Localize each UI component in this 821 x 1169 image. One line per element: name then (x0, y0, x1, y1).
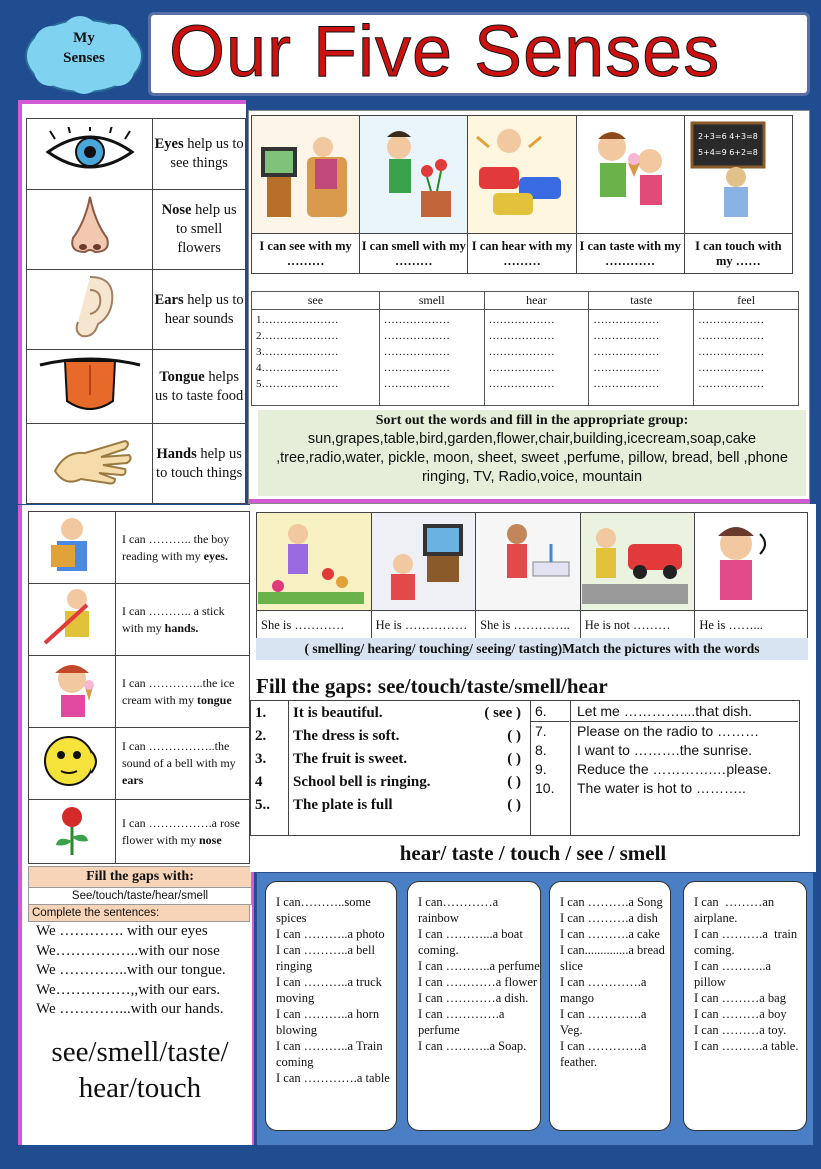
svg-text:2+3=6 4+3=8: 2+3=6 4+3=8 (697, 132, 758, 141)
gap-sentence: The fruit is sweet. (293, 751, 408, 767)
bottom-column-text: I can ………an airplane. I can ……….a train coming. I can ………..a pillow I can ………a bag I can ………a boy I can ………a toy. I can ……….a table. (694, 895, 799, 1053)
senses-table (26, 118, 246, 504)
fill-line: We …………. with our eyes (36, 923, 208, 939)
gap-sentence[interactable]: Let me …………....that dish. (571, 702, 798, 722)
pink-divider (249, 499, 809, 503)
sense-desc: help us to smell flowers (175, 202, 237, 256)
my-senses-cloud (22, 14, 146, 98)
man-smelling-picture-icon (695, 513, 808, 611)
grid-line: 4………………… (256, 362, 339, 374)
left-fill-words: See/touch/taste/hear/smell (28, 888, 252, 905)
sense-name: Tongue (159, 368, 205, 385)
left-fill-heading: Fill the gaps with: (28, 866, 252, 888)
top-caption: I can hear with my ……… (468, 234, 576, 274)
cloud-line-2: Senses (63, 50, 105, 66)
i-can-table (28, 511, 250, 864)
cloud-line-1: My (73, 30, 95, 46)
top-caption: I can touch with my …… (684, 234, 792, 274)
gap-sentence[interactable]: Reduce the ………….…please. (577, 761, 772, 777)
gap-sentence[interactable]: The water is hot to ……….. (577, 780, 746, 796)
tongue-icon (27, 350, 153, 424)
can-sentence-text: I can …………..the ice cream with my (122, 675, 235, 707)
gap-answer[interactable]: ( ) (507, 774, 521, 790)
girl-icecream-icon (29, 656, 116, 728)
gap-number: 5.. (255, 797, 270, 813)
bottom-column-2[interactable] (407, 881, 541, 1131)
gaps-left-numbers (251, 701, 289, 836)
grid-col-taste[interactable]: ……………… ……………… ……………… ……………… ……………… (589, 310, 694, 406)
can-sentence (116, 512, 250, 584)
gap-sentence: It is beautiful. (293, 705, 383, 721)
mid-caption: She is ………….. (476, 611, 581, 641)
fill-line: We……………,,with our ears. (36, 981, 221, 998)
sense-row-hands (27, 424, 246, 504)
left-fill-lines (36, 922, 252, 1020)
gap-number: 9. (535, 761, 547, 777)
gap-sentence[interactable]: I want to ……….the sunrise. (577, 742, 753, 758)
girl-washing-picture-icon (476, 513, 581, 611)
grid-header: see (252, 292, 380, 310)
touch-board-picture-icon (684, 116, 792, 234)
grid-line: 1………………… (256, 314, 339, 326)
sense-name: Eyes (154, 136, 184, 152)
sort-words-box (258, 410, 806, 496)
svg-text:5+4=9 6+2=8: 5+4=9 6+2=8 (697, 148, 758, 157)
bottom-column-4[interactable] (683, 881, 807, 1131)
gap-number: 8. (535, 742, 547, 758)
grid-col-hear[interactable]: ……………… ……………… ……………… ……………… ……………… (484, 310, 589, 406)
i-can-panel (18, 505, 254, 1145)
middle-activity-panel (250, 504, 816, 862)
gaps-right-numbers (531, 701, 571, 836)
grid-line: 3………………… (256, 346, 339, 358)
rose-icon (29, 800, 116, 864)
sense-desc: help us to touch things (156, 445, 243, 481)
mid-caption: He is ……... (695, 611, 808, 641)
bottom-column-text: I can…………a rainbow I can ………...a boat coming. I can ………..a perfume I can …………a flower I can …………a dish. I can ………….a perfume I can ………..a Soap. (418, 895, 540, 1053)
gap-sentence[interactable]: Please on the radio to ……… (577, 723, 760, 739)
gap-number: 4 (255, 774, 263, 790)
sense-name: Ears (154, 291, 184, 308)
grid-header: taste (589, 292, 694, 310)
sense-desc: helps us to taste food (155, 368, 244, 404)
mid-caption: He is not ……… (580, 611, 695, 641)
top-caption: I can smell with my ……… (360, 234, 468, 274)
gap-answer[interactable]: ( ) (507, 728, 521, 744)
can-sentence-bold: tongue (196, 692, 232, 707)
fill-line: We …………...with our hands. (36, 1001, 224, 1017)
sense-desc: help us to hear sounds (164, 291, 244, 327)
can-sentence (116, 800, 250, 864)
smell-flower-picture-icon (360, 116, 468, 234)
eye-icon (27, 119, 153, 190)
boy-car-picture-icon (580, 513, 695, 611)
can-sentence (116, 728, 250, 800)
grid-line: 5………………… (256, 378, 339, 390)
grid-col-smell[interactable]: ……………… ……………… ……………… ……………… ……………… (379, 310, 484, 406)
can-sentence-text: I can ……….. a stick with my (122, 603, 225, 635)
sort-word-list: sun,grapes,table,bird,garden,flower,chair,building,icecream,soap,cake ,tree,radio,water, pickle, moon, sheet, sweet ,perfume, pillow, bread, bell ,phone ringing, TV, Radio,voice, mountain (276, 431, 788, 485)
gap-answer[interactable]: ( ) (507, 797, 521, 813)
grid-col-see[interactable] (252, 310, 380, 406)
gaps-right-sentences (571, 701, 800, 836)
grid-line: 2………………… (256, 330, 339, 342)
grid-col-feel[interactable]: ……………… ……………… ……………… ……………… ……………… (694, 310, 799, 406)
gap-number: 3. (255, 751, 267, 767)
page-title: Our Five Senses (169, 12, 721, 92)
nose-icon (27, 190, 153, 270)
gap-sentence: The dress is soft. (293, 728, 400, 744)
sort-grid (251, 291, 799, 406)
sense-row-tongue (27, 350, 246, 424)
boy-stick-icon (29, 584, 116, 656)
gap-number: 7. (535, 723, 547, 739)
gap-number: 1. (255, 705, 267, 721)
gaps-left-sentences (289, 701, 531, 836)
bottom-columns-panel (256, 872, 814, 1146)
sense-row-ears (27, 270, 246, 350)
can-sentence (116, 656, 250, 728)
title-banner (148, 12, 810, 96)
left-big-words (30, 1034, 250, 1106)
hear-cars-picture-icon (468, 116, 576, 234)
ear-icon (27, 270, 153, 350)
big-words-line-2: hear/touch (78, 1071, 202, 1104)
top-caption: I can see with my ……… (252, 234, 360, 274)
boy-reading-icon (29, 512, 116, 584)
boy-tv-picture-icon (371, 513, 476, 611)
sort-heading: Sort out the words and fill in the appropriate group: (375, 413, 689, 428)
middle-picture-row (256, 512, 808, 641)
can-sentence-bold: hands. (164, 620, 199, 635)
fill-line: We……………..with our nose (36, 942, 220, 959)
gap-sentence: The plate is full (293, 797, 393, 813)
gap-sentence: School bell is ringing. (293, 774, 431, 790)
gap-number: 6. (531, 702, 569, 722)
mid-caption: He is …………… (371, 611, 476, 641)
gap-answer[interactable]: ( ) (507, 751, 521, 767)
sense-name: Nose (161, 202, 192, 218)
fill-line: We …………..with our tongue. (36, 962, 226, 978)
bottom-column-text: I can ……….a Song I can ……….a dish I can ……….a cake I can..............a bread slice I can ………….a mango I can ………….a Veg. I can ………….a feather. (560, 895, 665, 1069)
bottom-title: hear/ taste / touch / see / smell (250, 838, 816, 872)
top-picture-row (251, 115, 793, 274)
sense-desc: help us to see things (170, 136, 244, 171)
sense-row-eyes (27, 119, 246, 190)
big-words-line-1: see/smell/taste/ (51, 1035, 229, 1068)
grid-header: hear (484, 292, 589, 310)
can-sentence (116, 584, 250, 656)
bottom-column-text: I can………..some spices I can ………..a photo I can ………..a bell ringing I can ………..a truck moving I can ………..a horn blowing I can ………..a Train coming I can ………….a table (276, 895, 390, 1085)
can-sentence-text: I can ……….. the boy reading with my (122, 531, 230, 563)
tv-picture-icon (252, 116, 360, 234)
sense-name: Hands (156, 445, 197, 462)
can-sentence-text: I can …………….a rose flower with my (122, 815, 240, 847)
gap-number: 10. (535, 780, 555, 796)
can-sentence-text: I can ……………..the sound of a bell with my (122, 739, 236, 770)
taste-icecream-picture-icon (576, 116, 684, 234)
match-instruction: ( smelling/ hearing/ touching/ seeing/ tasting)Match the pictures with the words (256, 638, 808, 660)
bottom-column-1[interactable] (265, 881, 397, 1131)
can-sentence-bold: eyes. (203, 548, 228, 563)
gap-number: 2. (255, 728, 267, 744)
gaps-table (250, 700, 800, 836)
grid-header: feel (694, 292, 799, 310)
top-caption: I can taste with my ………… (576, 234, 684, 274)
sense-row-nose (27, 190, 246, 270)
senses-panel (18, 100, 246, 504)
gap-answer[interactable]: ( see ) (484, 705, 521, 721)
girl-garden-picture-icon (257, 513, 372, 611)
smiley-listening-icon (29, 728, 116, 800)
mid-caption: She is ………… (257, 611, 372, 641)
can-sentence-bold: nose (199, 832, 222, 847)
bottom-column-3[interactable] (549, 881, 671, 1131)
can-sentence-bold: ears (122, 773, 144, 787)
hand-icon (27, 424, 153, 504)
gaps-title: Fill the gaps: see/touch/taste/smell/hear (256, 674, 608, 698)
left-complete-heading: Complete the sentences: (28, 905, 250, 922)
grid-header: smell (379, 292, 484, 310)
